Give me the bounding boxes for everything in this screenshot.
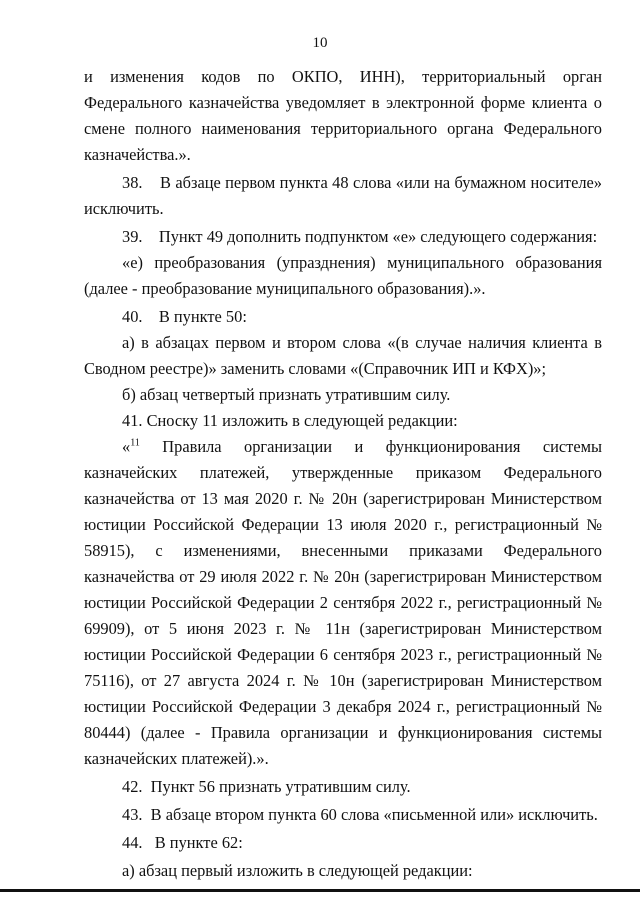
footnote-open-quote: « <box>122 437 131 456</box>
paragraph-43: 43. В абзаце втором пункта 60 слова «письменной или» исключить. <box>122 805 598 824</box>
paragraph-40-b: б) абзац четвертый признать утратившим силу. <box>122 385 451 404</box>
page-number: 10 <box>312 35 328 51</box>
paragraph-40: 40. В пункте 50: <box>122 307 247 326</box>
paragraph-continuation: и изменения кодов по ОКПО, ИНН), территориальный орган Федерального казначейства уведомляет в электронной форме клиента о смене полного наименования территориального органа Федерального казначейства.». <box>84 67 602 164</box>
paragraph-41-footnote <box>84 434 602 772</box>
paragraph-39: 39. Пункт 49 дополнить подпунктом «е» следующего содержания: <box>122 227 598 246</box>
paragraph-44-a: а) абзац первый изложить в следующей редакции: <box>122 861 473 880</box>
paragraph-44: 44. В пункте 62: <box>122 833 243 852</box>
footnote-text: Правила организации и функционирования системы казначейских платежей, утвержденные приказом Федерального казначейства от 13 мая 2020 г. № 20н (зарегистрирован Министерством юстиции Российской Федерации 13 июля 2020 г., регистрационный № 58915), с изменениями, внесенными приказами Федерального казначейства от 29 июля 2022 г. № 20н (зарегистрирован Министерством юстиции Российской Федерации 2 сентября 2022 г., регистрационный № 69909), от 5 июня 2023 г. № 11н (зарегистрирован Министерством юстиции Российской Федерации 6 сентября 2023 г., регистрационный № 75116), от 27 августа 2024 г. № 10н (зарегистрирован Министерством юстиции Российской Федерации 3 декабря 2024 г., регистрационный № 80444) (далее - Правила организации и функционирования системы казначейских платежей).». <box>84 437 602 768</box>
paragraph-39-e: «е) преобразования (упразднения) муниципального образования (далее - преобразование муниципального образования).». <box>84 253 602 298</box>
paragraph-38: 38. В абзаце первом пункта 48 слова «или на бумажном носителе» исключить. <box>84 173 602 218</box>
document-body <box>84 64 602 884</box>
paragraph-42: 42. Пункт 56 признать утратившим силу. <box>122 777 411 796</box>
footnote-marker: 11 <box>130 437 140 449</box>
scan-edge-line <box>0 889 640 892</box>
paragraph-40-a: а) в абзацах первом и втором слова «(в случае наличия клиента в Сводном реестре)» заменить словами «(Справочник ИП и КФХ)»; <box>84 333 602 378</box>
paragraph-41: 41. Сноску 11 изложить в следующей редакции: <box>122 411 458 430</box>
